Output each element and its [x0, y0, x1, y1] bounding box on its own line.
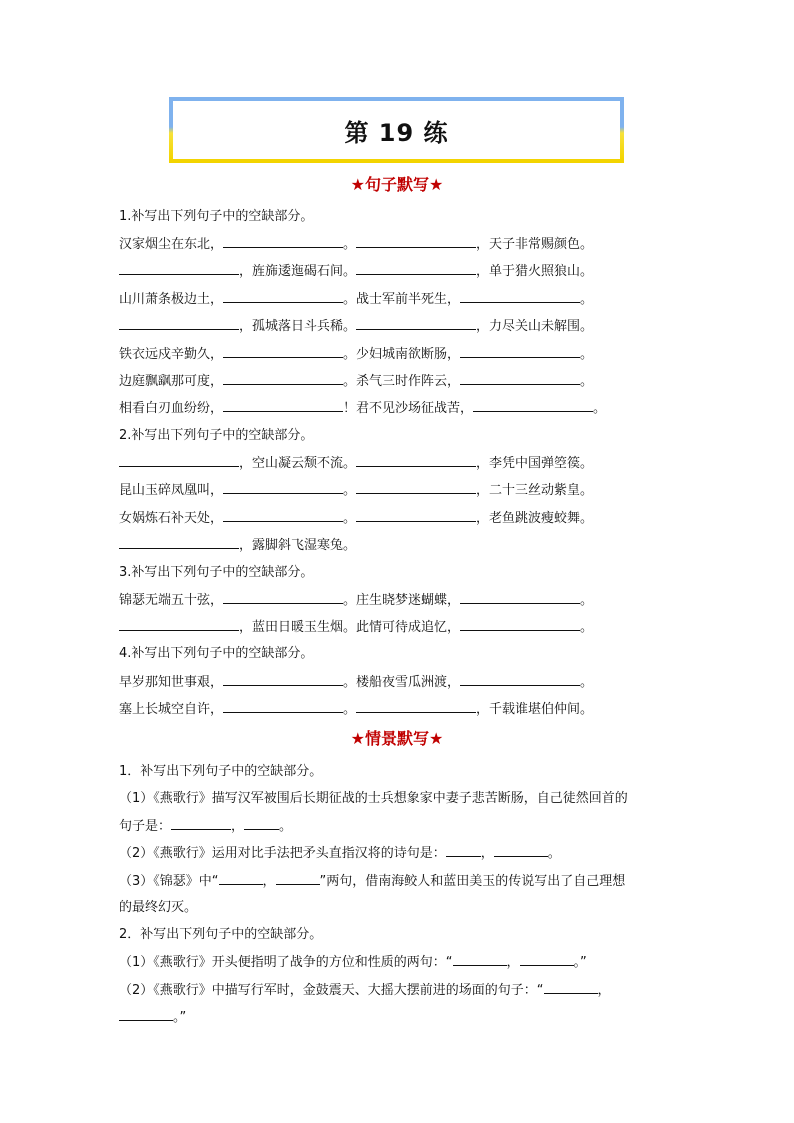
s2-item-2-cont: 。” [119, 1008, 186, 1027]
s1-item-1: （1）《燕歌行》描写汉军被围后长期征战的士兵想象家中妻子悲苦断肠，自己徒然回首的 [119, 791, 628, 806]
blank[interactable] [119, 536, 239, 549]
blank[interactable] [223, 290, 343, 303]
s1-item-3: （3）《锦瑟》中“ ， ”两句，借南海鲛人和蓝田美玉的传说写出了自己理想 [119, 874, 626, 889]
s2-item-1: （1）《燕歌行》开头便指明了战争的方位和性质的两句：“ ， 。” [119, 955, 587, 970]
blank[interactable] [223, 509, 343, 522]
blank[interactable] [219, 872, 263, 885]
blank[interactable] [119, 618, 239, 631]
s2-prompt: 2．补写出下列句子中的空缺部分。 [119, 927, 323, 942]
blank[interactable] [460, 673, 580, 686]
q1-line-5: 铁衣远戍辛勤久， 。少妇城南欲断肠， 。 [119, 347, 594, 362]
s1-item-2: （2）《燕歌行》运用对比手法把矛头直指汉将的诗句是： ， 。 [119, 846, 561, 861]
q2-line-4: ，露脚斜飞湿寒兔。 [119, 536, 356, 555]
s1-prompt: 1．补写出下列句子中的空缺部分。 [119, 764, 323, 779]
s2-item-2: （2）《燕歌行》中描写行军时，金鼓震天、大摇大摆前进的场面的句子：“ ， [119, 983, 611, 998]
blank[interactable] [223, 235, 343, 248]
blank[interactable] [460, 345, 580, 358]
blank[interactable] [356, 700, 476, 713]
blank[interactable] [223, 700, 343, 713]
blank[interactable] [276, 872, 320, 885]
blank[interactable] [356, 481, 476, 494]
q1-line-1: 汉家烟尘在东北， 。 ，天子非常赐颜色。 [119, 237, 594, 252]
q2-line-2: 昆山玉碎凤凰叫， 。 ，二十三丝动紫皇。 [119, 483, 594, 498]
q3-line-1: 锦瑟无端五十弦， 。庄生晓梦迷蝴蝶， 。 [119, 593, 594, 608]
blank[interactable] [473, 399, 593, 412]
q2-line-1: ，空山凝云颓不流。 ，李凭中国弹箜篌。 [119, 454, 593, 473]
blank[interactable] [223, 481, 343, 494]
blank[interactable] [356, 262, 476, 275]
blank[interactable] [171, 817, 231, 830]
blank[interactable] [223, 345, 343, 358]
blank[interactable] [446, 844, 481, 857]
blank[interactable] [244, 817, 279, 830]
blank[interactable] [460, 372, 580, 385]
blank[interactable] [544, 981, 598, 994]
q4-line-1: 早岁那知世事艰， 。楼船夜雪瓜洲渡， 。 [119, 675, 594, 690]
blank[interactable] [520, 953, 574, 966]
blank[interactable] [460, 618, 580, 631]
q1-line-3: 山川萧条极边土， 。战士军前半死生， 。 [119, 292, 594, 307]
blank[interactable] [494, 844, 548, 857]
title-box [169, 97, 624, 163]
q1-prompt: 1.补写出下列句子中的空缺部分。 [119, 209, 314, 224]
q3-prompt: 3.补写出下列句子中的空缺部分。 [119, 565, 314, 580]
blank[interactable] [119, 1008, 173, 1021]
blank[interactable] [223, 591, 343, 604]
q4-line-2: 塞上长城空自许， 。 ，千载谁堪伯仲间。 [119, 702, 594, 717]
blank[interactable] [223, 399, 343, 412]
section-heading-scene-dictation: ★情景默写★ [350, 729, 444, 748]
s1-item-3-cont: 的最终幻灭。 [119, 900, 198, 915]
blank[interactable] [356, 509, 476, 522]
blank[interactable] [356, 317, 476, 330]
q1-line-2: ，旌旆逶迤碣石间。 ，单于猎火照狼山。 [119, 262, 593, 281]
blank[interactable] [223, 372, 343, 385]
q1-line-7: 相看白刃血纷纷， ！君不见沙场征战苦， 。 [119, 401, 607, 416]
q1-line-4: ，孤城落日斗兵稀。 ，力尽关山未解围。 [119, 317, 593, 336]
blank[interactable] [356, 454, 476, 467]
q2-prompt: 2.补写出下列句子中的空缺部分。 [119, 428, 314, 443]
q1-line-6: 边庭飘飖那可度， 。杀气三时作阵云， 。 [119, 374, 594, 389]
blank[interactable] [223, 673, 343, 686]
section-heading-sentence-dictation: ★句子默写★ [350, 175, 444, 194]
s1-item-1-cont: 句子是： ， 。 [119, 819, 293, 834]
blank[interactable] [460, 290, 580, 303]
blank[interactable] [119, 262, 239, 275]
page-title: 第 19 练 [344, 118, 449, 147]
blank[interactable] [453, 953, 507, 966]
blank[interactable] [119, 317, 239, 330]
q4-prompt: 4.补写出下列句子中的空缺部分。 [119, 646, 314, 661]
blank[interactable] [119, 454, 239, 467]
blank[interactable] [356, 235, 476, 248]
q3-line-2: ，蓝田日暖玉生烟。此情可待成追忆， 。 [119, 618, 593, 637]
q2-line-3: 女娲炼石补天处， 。 ，老鱼跳波瘦蛟舞。 [119, 511, 594, 526]
blank[interactable] [460, 591, 580, 604]
